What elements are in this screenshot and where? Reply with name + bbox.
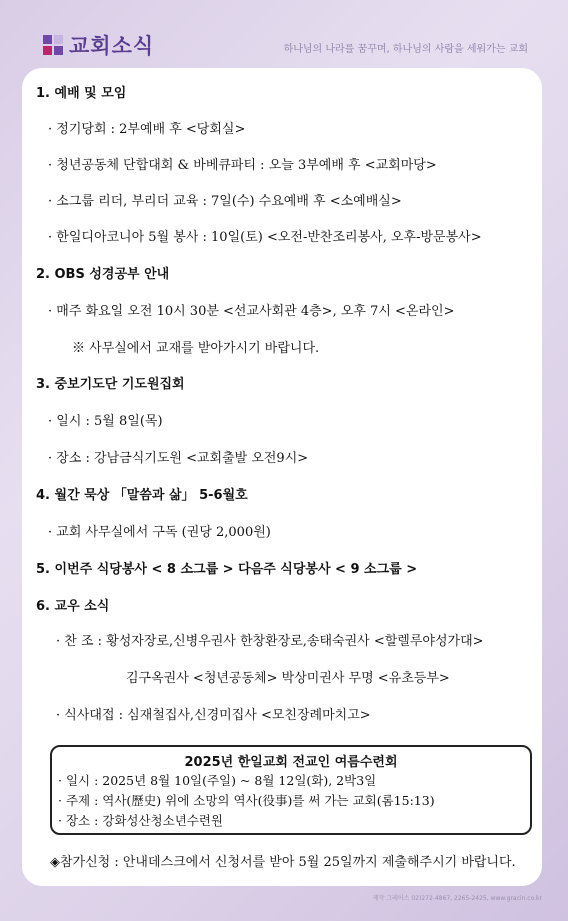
news-item: · 정기당회 : 2부예배 후 <당회실> <box>48 122 246 137</box>
section-title-worship: 1. 예배 및 모임 <box>36 86 127 101</box>
news-note: ※ 사무실에서 교재를 받아가시기 바랍니다. <box>72 341 320 356</box>
news-item: · 장소 : 강남금식기도원 <교회출발 오전9시> <box>48 451 309 466</box>
retreat-theme: · 주제 : 역사(歷史) 위에 소망의 역사(役事)를 써 가는 교회(롬15:13) <box>58 793 435 808</box>
section-title-obs: 2. OBS 성경공부 안내 <box>36 267 170 282</box>
news-card <box>22 68 542 886</box>
news-item-continued: 김구옥권사 <청년공동체> 박상미권사 무명 <유초등부> <box>126 671 450 686</box>
logo-square-icon <box>54 35 63 44</box>
news-item: · 소그룹 리더, 부리더 교육 : 7일(수) 수요예배 후 <소예배실> <box>48 194 402 209</box>
section-title-kitchen: 5. 이번주 식당봉사 < 8 소그룹 > 다음주 식당봉사 < 9 소그룹 > <box>36 562 418 577</box>
retreat-date: · 일시 : 2025년 8월 10일(주일) ~ 8월 12일(화), 2박3일 <box>58 773 377 788</box>
news-item: · 청년공동체 단합대회 & 바베큐파티 : 오늘 3부예배 후 <교회마당> <box>48 158 437 173</box>
section-title-prayer: 3. 중보기도단 기도원집회 <box>36 377 185 392</box>
section-title-devotional: 4. 월간 묵상 「말씀과 삶」 5-6월호 <box>36 488 248 503</box>
news-item: · 매주 화요일 오전 10시 30분 <선교사회관 4층>, 오후 7시 <온라인> <box>48 304 455 319</box>
church-motto: 하나님의 나라를 꿈꾸며, 하나님의 사람을 세워가는 교회 <box>283 44 528 55</box>
footer-credit: 제작 그레이스 02)272-4867, 2265-2425, www.gracin.co.kr <box>372 895 542 902</box>
retreat-title: 2025년 한일교회 전교인 여름수련회 <box>184 755 398 770</box>
signup-notice: ◈참가신청 : 안내데스크에서 신청서를 받아 5월 25일까지 제출해주시기 바랍니다. <box>50 855 516 870</box>
logo-square-icon <box>54 46 63 55</box>
news-item: · 찬 조 : 황성자장로,신병우권사 한창환장로,송태숙권사 <할렐루야성가대> <box>56 634 484 649</box>
page-header <box>0 0 568 72</box>
news-item: · 한일디아코니아 5월 봉사 : 10일(토) <오전-반찬조리봉사, 오후-방문봉사> <box>48 230 482 245</box>
logo-square-icon <box>43 46 52 55</box>
news-item: · 교회 사무실에서 구독 (권당 2,000원) <box>48 525 271 540</box>
retreat-info-box <box>50 745 532 835</box>
logo-square-icon <box>43 35 52 44</box>
news-item: · 일시 : 5월 8일(목) <box>48 414 163 429</box>
news-item: · 식사대접 : 심재철집사,신경미집사 <모친장례마치고> <box>56 708 371 723</box>
page-title: 교회소식 <box>69 34 155 58</box>
section-title-members: 6. 교우 소식 <box>36 599 110 614</box>
retreat-location: · 장소 : 강화성산청소년수련원 <box>58 813 224 828</box>
